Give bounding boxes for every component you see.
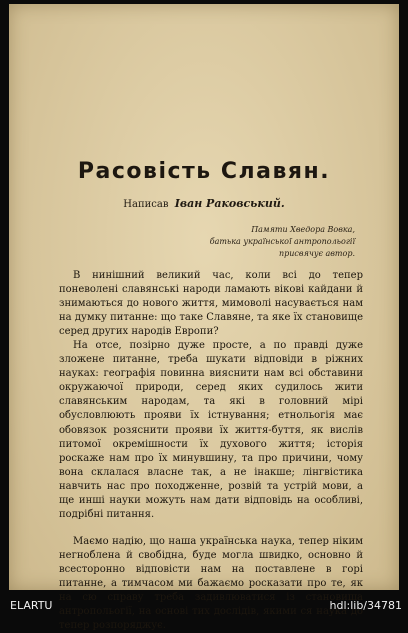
byline-prefix: Написав bbox=[123, 199, 169, 210]
article-body bbox=[59, 269, 363, 633]
paragraph: Маємо надію, що наша українська наука, тепер ніким негноблена й свобідна, буде могла швидко, основно й всесторонно відповісти нам на поставлене в горі питанне, а тимчасом ми бажаємо росказати про те, як на сю справу треба задивлюватися із становища антропольогії, на основі тих дослідів, якими ся наука до тепер розпоряджує. bbox=[59, 535, 363, 632]
dedication-line: батька української антропольогії bbox=[209, 237, 355, 246]
paragraph: В нинішний великий час, коли всі до тепер поневолені славянські народи ламають вікові кайдани й знимаються до нового життя, мимоволі насувається нам на думку питанне: що таке Славяне, та яке їх становище серед других народів Европи? bbox=[59, 270, 363, 338]
article-title: Расовість Славян. bbox=[77, 159, 331, 184]
archive-name: ELARTU bbox=[10, 599, 53, 612]
handle-id: hdl:lib/34781 bbox=[329, 599, 402, 612]
byline bbox=[9, 197, 399, 210]
dedication-line: Памяти Хведора Вовка, bbox=[251, 225, 355, 234]
paragraph: На отсе, позірно дуже просте, а по правді дуже зложене питанне, треба шукати відповіди в ріжних науках: географія повинна вияснити нам всі обставини окружаючої природи, серед яких судилось жити славянським народам, та які в головний мірі обусловлюють прояви їх істнування; етнольогія має обовязок розяснити прояви їх життя-буття, як вислів питомої окремішности їх духового життя; історія роскаже нам про їх минувшину, та про причини, чому вона склалася власне так, а не інакше; лінгвістика навчить нас про походженне, розвій та устрій мови, а ще инші науки можуть нам дати відповідь на особливі, подрібні питання. bbox=[59, 340, 363, 520]
footer-bar bbox=[0, 596, 408, 616]
dedication-line: присвячує автор. bbox=[279, 249, 355, 258]
dedication bbox=[210, 224, 355, 260]
author-name: Іван Раковський. bbox=[174, 197, 285, 210]
